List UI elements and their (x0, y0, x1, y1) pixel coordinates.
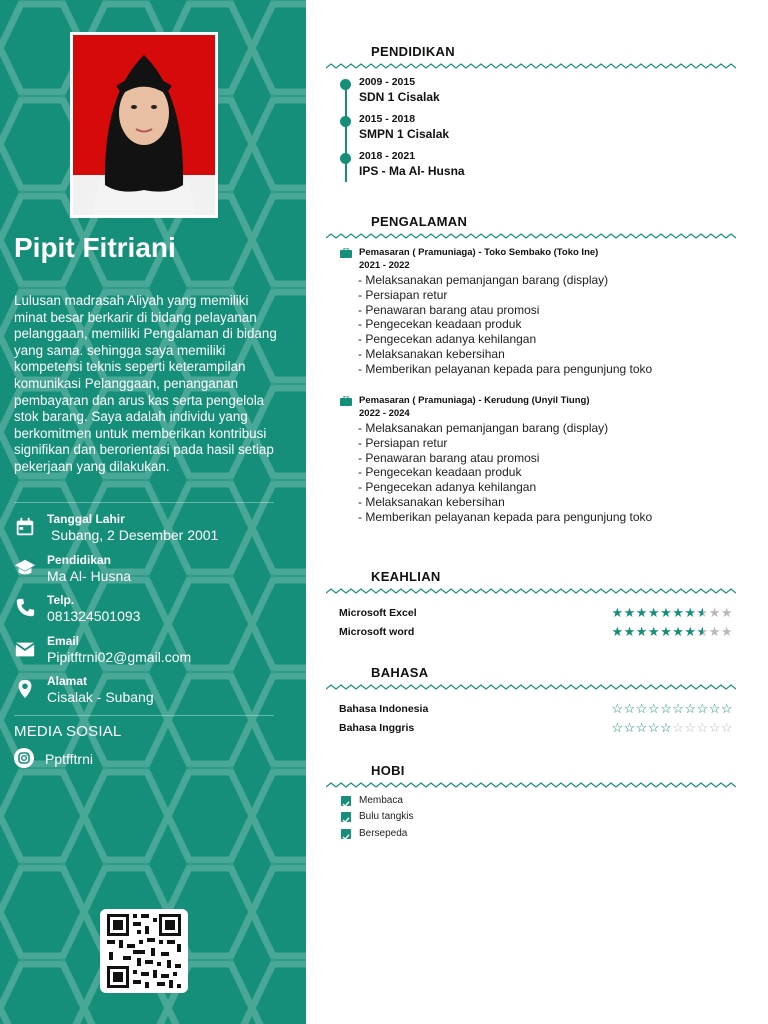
hobby-name: Membaca (359, 795, 403, 806)
checkbox-checked-icon (341, 796, 351, 806)
language-name: Bahasa Inggris (339, 722, 415, 734)
section-title-hobbies: HOBI (371, 763, 405, 778)
qr-code[interactable] (100, 909, 188, 993)
instagram-icon[interactable] (14, 748, 34, 768)
hobby-name: Bulu tangkis (359, 811, 414, 822)
zigzag-divider (326, 232, 736, 240)
checkbox-checked-icon (341, 812, 351, 822)
star-outline-empty-icon: ☆ (720, 720, 733, 735)
hobby-name: Bersepeda (359, 828, 408, 839)
social-media-title: MEDIA SOSIAL (14, 723, 122, 740)
star-outline-empty-icon: ☆ (708, 720, 721, 735)
star-empty-icon: ★ (720, 605, 733, 620)
star-outline-filled-icon: ☆ (635, 720, 648, 735)
star-full-icon: ★ (660, 605, 673, 620)
zigzag-divider (326, 587, 736, 595)
duty-item: - Penawaran barang atau promosi (358, 302, 540, 317)
star-outline-filled-icon: ☆ (708, 701, 721, 716)
location-pin-icon (14, 678, 36, 700)
duty-item: - Memberikan pelayanan kepada para pengunjung toko (358, 361, 653, 376)
education-years: 2009 - 2015 (359, 76, 416, 88)
star-empty-icon: ★ (708, 605, 721, 620)
star-outline-empty-icon: ☆ (684, 720, 697, 735)
star-outline-filled-icon: ☆ (696, 701, 709, 716)
language-rating (611, 701, 733, 717)
full-name: Pipit Fitriani (14, 232, 176, 263)
duty-item: - Pengecekan adanya kehilangan (358, 480, 537, 495)
phone-value[interactable]: 081324501093 (47, 608, 141, 624)
duty-item: - Persiapan retur (358, 287, 448, 302)
star-outline-empty-icon: ☆ (672, 720, 685, 735)
education-label: Pendidikan (47, 553, 112, 567)
star-full-icon: ★ (623, 624, 636, 639)
star-empty-icon: ★ (720, 624, 733, 639)
star-full-icon: ★ (660, 624, 673, 639)
duty-item: - Memberikan pelayanan kepada para pengunjung toko (358, 509, 653, 524)
skill-name: Microsoft Excel (339, 607, 417, 619)
star-outline-filled-icon: ☆ (660, 720, 673, 735)
star-full-icon: ★ (635, 624, 648, 639)
star-full-icon: ★ (672, 624, 685, 639)
address-value: Cisalak - Subang (47, 689, 154, 705)
star-full-icon: ★ (672, 605, 685, 620)
language-row (339, 703, 739, 719)
star-outline-filled-icon: ☆ (672, 701, 685, 716)
duty-item: - Pengecekan keadaan produk (358, 465, 522, 480)
timeline-dot (340, 79, 351, 90)
education-value: Ma Al- Husna (47, 568, 132, 584)
graduation-cap-icon (14, 557, 36, 579)
email-value[interactable]: Pipitftrni02@gmail.com (47, 649, 192, 665)
qr-code-image (100, 909, 188, 993)
star-outline-filled-icon: ☆ (647, 720, 661, 735)
section-title-skills: KEAHLIAN (371, 569, 441, 584)
duty-item: - Pengecekan keadaan produk (358, 317, 522, 332)
birth-value: Subang, 2 Desember 2001 (51, 527, 219, 543)
star-outline-filled-icon: ☆ (611, 701, 624, 716)
duty-item: - Melaksanakan pemanjangan barang (display) (358, 273, 609, 287)
star-outline-filled-icon: ☆ (635, 701, 648, 716)
briefcase-icon (340, 248, 352, 258)
star-half-icon: ★ (696, 605, 709, 620)
skill-name: Microsoft word (339, 626, 415, 638)
star-half-icon: ★ (696, 624, 709, 639)
duty-item: - Melaksanakan kebersihan (358, 494, 505, 509)
duty-item: - Melaksanakan kebersihan (358, 346, 505, 361)
checkbox-checked-icon (341, 829, 351, 839)
mail-icon (14, 638, 36, 660)
star-full-icon: ★ (611, 624, 624, 639)
profile-summary: Lulusan madrasah Aliyah yang memiliki minat besar berkarir di bidang pelayanan pelanggaan, memiliki Pengalaman di bidang yang sama. sehingga saya memiliki kompetensi teknis seperti keterampilan komunikasi Pelanggaan, penanganan pembayaran dan arus kas serta pengelola stok barang. Saya adalah individu yang berkomitmen untuk memberikan kontribusi signifikan dan berorientasi pada hasil setiap pekerjaan yang dilakukan. (14, 293, 277, 474)
education-school: IPS - Ma Al- Husna (359, 164, 465, 178)
duty-item: - Pengecekan adanya kehilangan (358, 332, 537, 347)
section-title-languages: BAHASA (371, 665, 429, 680)
duty-item: - Melaksanakan pemanjangan barang (display) (358, 421, 609, 435)
portrait-image (73, 35, 215, 215)
star-full-icon: ★ (611, 605, 624, 620)
education-school: SMPN 1 Cisalak (359, 127, 450, 141)
zigzag-divider (326, 62, 736, 70)
star-empty-icon: ★ (708, 624, 721, 639)
star-full-icon: ★ (647, 624, 661, 639)
duty-item: - Persiapan retur (358, 435, 448, 450)
star-outline-filled-icon: ☆ (647, 701, 661, 716)
star-outline-filled-icon: ☆ (623, 720, 636, 735)
education-years: 2015 - 2018 (359, 113, 416, 125)
briefcase-icon (340, 396, 352, 406)
calendar-icon (14, 516, 36, 538)
divider (14, 715, 274, 716)
education-years: 2018 - 2021 (359, 150, 416, 162)
language-name: Bahasa Indonesia (339, 703, 429, 715)
language-rating (611, 720, 733, 736)
star-full-icon: ★ (647, 605, 661, 620)
star-outline-filled-icon: ☆ (611, 720, 624, 735)
star-outline-filled-icon: ☆ (720, 701, 733, 716)
experience-title: Pemasaran ( Pramuniaga) - Toko Sembako (Toko Ine) (359, 247, 599, 258)
zigzag-divider (326, 781, 736, 789)
star-full-icon: ★ (684, 605, 697, 620)
timeline-dot (340, 153, 351, 164)
zigzag-divider (326, 683, 736, 691)
star-outline-filled-icon: ☆ (660, 701, 673, 716)
phone-label: Telp. (47, 593, 75, 607)
section-title-experience: PENGALAMAN (371, 214, 468, 229)
star-full-icon: ★ (684, 624, 697, 639)
experience-years: 2021 - 2022 (359, 260, 410, 271)
star-outline-filled-icon: ☆ (623, 701, 636, 716)
duty-item: - Penawaran barang atau promosi (358, 450, 540, 465)
main-content (306, 0, 768, 1024)
experience-years: 2022 - 2024 (359, 408, 410, 419)
language-row (339, 722, 739, 738)
education-school: SDN 1 Cisalak (359, 90, 440, 104)
birth-label: Tanggal Lahir (47, 512, 125, 526)
timeline-dot (340, 116, 351, 127)
email-label: Email (47, 634, 80, 648)
skill-rating (611, 605, 733, 621)
skill-rating (611, 624, 733, 640)
star-full-icon: ★ (635, 605, 648, 620)
experience-duties (358, 421, 652, 525)
profile-photo (70, 32, 218, 218)
address-label: Alamat (47, 674, 88, 688)
timeline-line (345, 82, 347, 182)
phone-icon (14, 597, 36, 619)
instagram-handle[interactable]: Pptfftrni (45, 751, 93, 767)
skill-row (339, 626, 739, 642)
star-outline-empty-icon: ☆ (696, 720, 709, 735)
sidebar (0, 0, 306, 1024)
divider (14, 502, 274, 503)
experience-duties (358, 273, 652, 377)
section-title-education: PENDIDIKAN (371, 44, 455, 59)
skill-row (339, 607, 739, 623)
experience-title: Pemasaran ( Pramuniaga) - Kerudung (Unyil Tiung) (359, 395, 590, 406)
star-outline-filled-icon: ☆ (684, 701, 697, 716)
star-full-icon: ★ (623, 605, 636, 620)
